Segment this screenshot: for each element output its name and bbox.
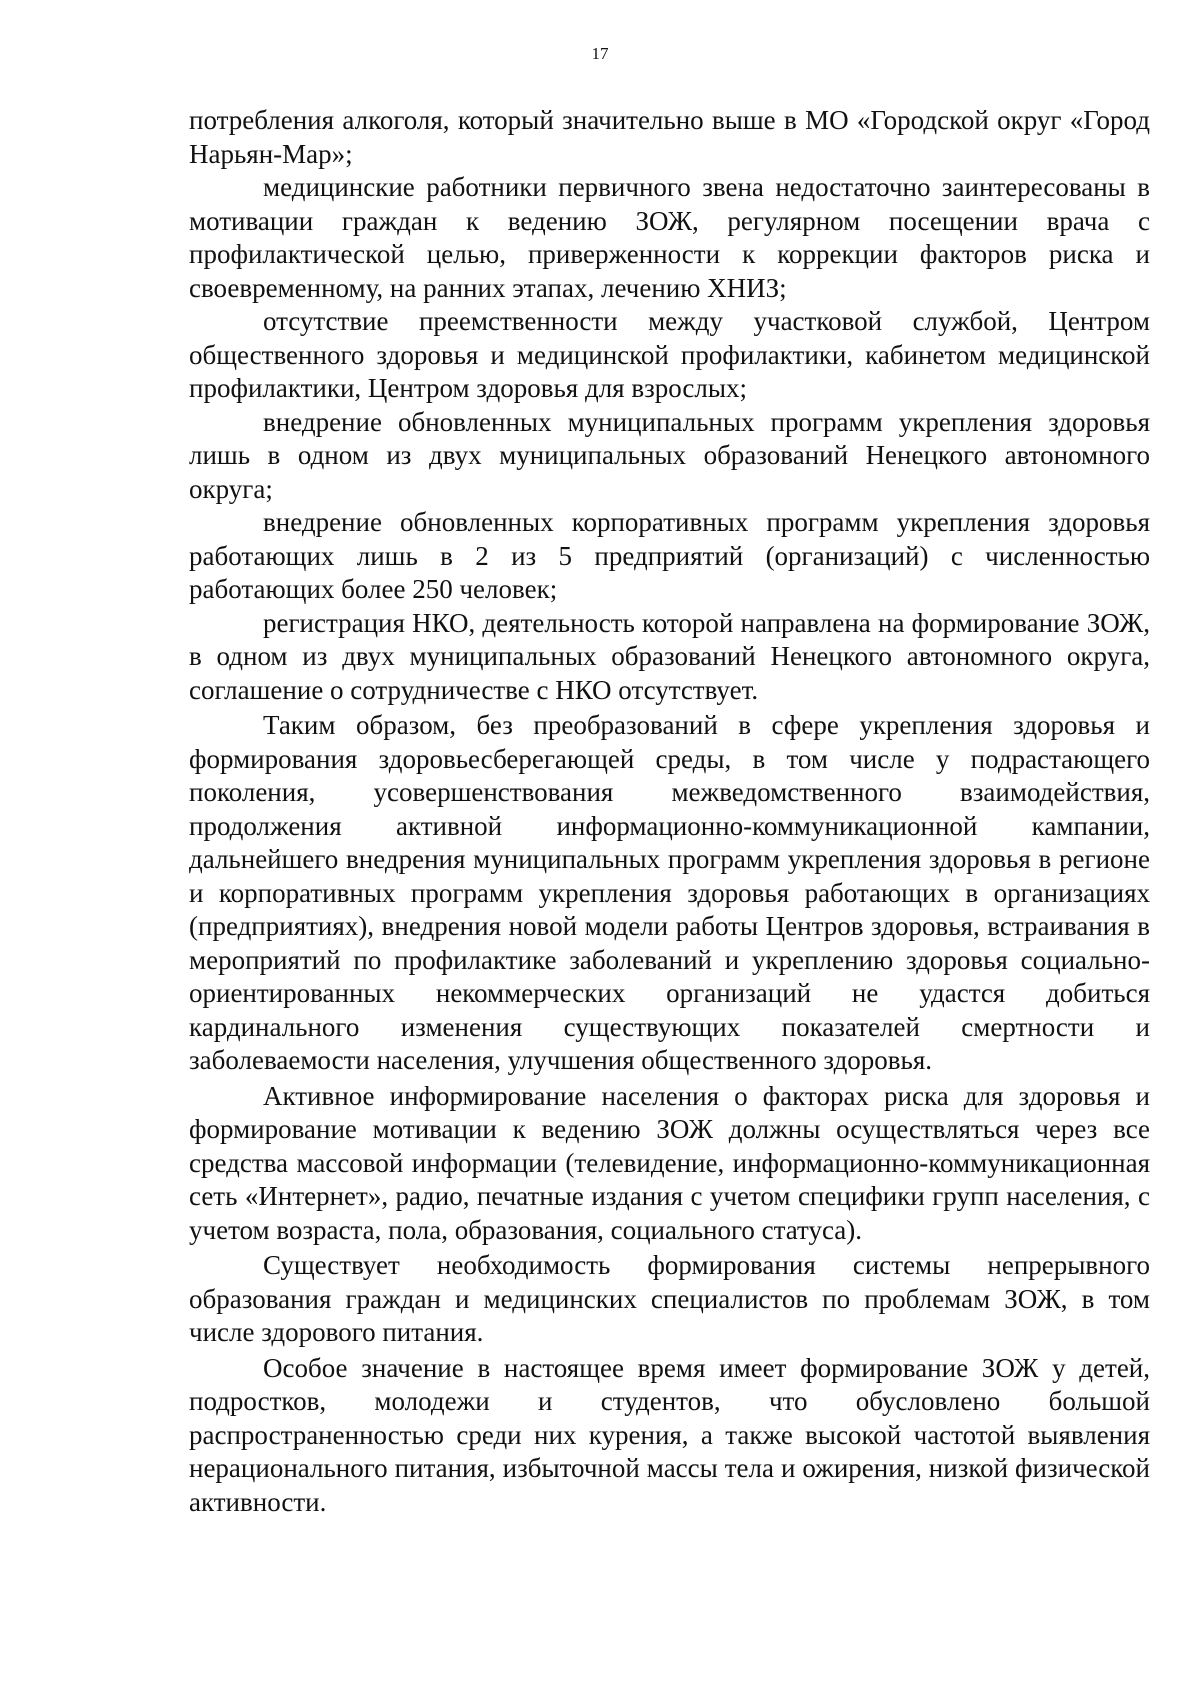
paragraph: внедрение обновленных муниципальных программ укрепления здоровья лишь в одном из двух муниципальных образований Ненецкого автономного округа;: [189, 406, 1150, 504]
paragraph: Особое значение в настоящее время имеет формирование ЗОЖ у детей, подростков, молодежи и студентов, что обусловлено большой распространенностью среди них курения, а также высокой частотой выявления нерационального питания, избыточной массы тела и ожирения, низкой физической активности.: [189, 1352, 1150, 1517]
paragraph: медицинские работники первичного звена недостаточно заинтересованы в мотивации граждан к ведению ЗОЖ, регулярном посещении врача с профилактической целью, приверженности к коррекции факторов риска и своевременному, на ранних этапах, лечению ХНИЗ;: [189, 172, 1150, 303]
document-body: [189, 104, 1150, 1519]
paragraph: Существует необходимость формирования системы непрерывного образования граждан и медицинских специалистов по проблемам ЗОЖ, в том числе здорового питания.: [189, 1250, 1150, 1347]
paragraph: Активное информирование населения о факторах риска для здоровья и формирование мотивации к ведению ЗОЖ должны осуществляться через все средства массовой информации (телевидение, информационно-коммуникационная сеть «Интернет», радио, печатные издания с учетом специфики групп населения, с учетом возраста, пола, образования, социального статуса).: [189, 1080, 1150, 1245]
paragraph: Таким образом, без преобразований в сфере укрепления здоровья и формирования здоровьесберегающей среды, в том числе у подрастающего поколения, усовершенствования межведомственного взаимодействия, продолжения активной информационно-коммуникационной кампании, дальнейшего внедрения муниципальных программ укрепления здоровья в регионе и корпоративных программ укрепления здоровья работающих в организациях (предприятиях), внедрения новой модели работы Центров здоровья, встраивания в мероприятий по профилактике заболеваний и укреплению здоровья социально-ориентированных некоммерческих организаций не удастся добиться кардинального изменения существующих показателей смертности и заболеваемости населения, улучшения общественного здоровья.: [189, 710, 1150, 1075]
paragraph: отсутствие преемственности между участковой службой, Центром общественного здоровья и медицинской профилактики, кабинетом медицинской профилактики, Центром здоровья для взрослых;: [189, 306, 1150, 403]
paragraph: внедрение обновленных корпоративных программ укрепления здоровья работающих лишь в 2 из 5 предприятий (организаций) с численностью работающих более 250 человек;: [189, 507, 1150, 604]
page-number: 17: [591, 44, 609, 63]
paragraph-continuation: потребления алкоголя, который значительно выше в МО «Городской округ «Город Нарьян-Мар»;: [189, 105, 1150, 169]
paragraph: регистрация НКО, деятельность которой направлена на формирование ЗОЖ, в одном из двух муниципальных образований Ненецкого автономного округа, соглашение о сотрудничестве с НКО отсутствует.: [189, 607, 1150, 705]
